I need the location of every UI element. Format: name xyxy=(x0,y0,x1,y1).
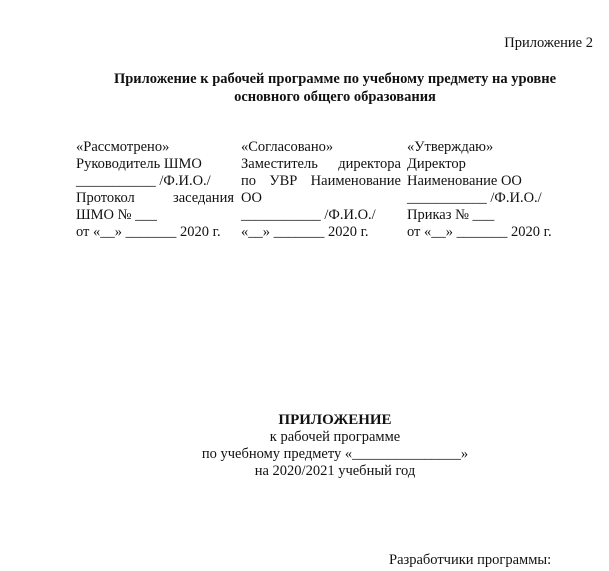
appendix-subtitle-1: к рабочей программе xyxy=(269,429,401,445)
document-heading-line-2: основного общего образования xyxy=(234,89,436,105)
agreed-role-line-2 xyxy=(241,173,401,190)
agreed-role-word-1: Заместитель xyxy=(241,156,318,172)
reviewed-role: Руководитель ШМО xyxy=(76,156,202,172)
agreed-role-word-2: директора xyxy=(338,156,401,172)
appendix-title: ПРИЛОЖЕНИЕ xyxy=(278,412,392,428)
appendix-label: Приложение 2 xyxy=(504,35,593,51)
agreed-org: ОО xyxy=(241,190,262,206)
approved-org: Наименование ОО xyxy=(407,173,522,189)
agreed-role-word-3: по xyxy=(241,173,257,189)
agreed-column xyxy=(241,139,401,241)
reviewed-protocol xyxy=(76,190,234,207)
reviewed-signature: ___________ /Ф.И.О./ xyxy=(76,173,211,189)
agreed-role-word-5: Наименование xyxy=(310,173,401,189)
approved-column xyxy=(407,139,567,241)
reviewed-shmo-number: ШМО № ___ xyxy=(76,207,157,223)
appendix-subtitle-3: на 2020/2021 учебный год xyxy=(254,463,416,479)
agreed-role-line-1 xyxy=(241,156,401,173)
appendix-title-block xyxy=(100,412,570,480)
document-heading xyxy=(100,70,570,106)
agreed-heading: «Согласовано» xyxy=(241,139,334,155)
document-heading-line-1: Приложение к рабочей программе по учебному предмету на уровне xyxy=(113,71,557,87)
agreed-date: «__» _______ 2020 г. xyxy=(241,224,369,240)
reviewed-protocol-word-1: Протокол xyxy=(76,190,135,206)
agreed-role-word-4: УВР xyxy=(269,173,298,189)
appendix-subtitle-2: по учебному предмету «_______________» xyxy=(201,446,469,462)
approved-order-number: Приказ № ___ xyxy=(407,207,495,223)
reviewed-date: от «__» _______ 2020 г. xyxy=(76,224,221,240)
reviewed-heading: «Рассмотрено» xyxy=(76,139,170,155)
approved-heading: «Утверждаю» xyxy=(407,139,494,155)
agreed-signature: ___________ /Ф.И.О./ xyxy=(241,207,376,223)
approved-role: Директор xyxy=(407,156,466,172)
reviewed-protocol-word-2: заседания xyxy=(172,190,234,206)
reviewed-column xyxy=(76,139,234,241)
approved-signature: ___________ /Ф.И.О./ xyxy=(407,190,542,206)
developers-label: Разработчики программы: xyxy=(389,552,552,568)
approved-date: от «__» _______ 2020 г. xyxy=(407,224,552,240)
